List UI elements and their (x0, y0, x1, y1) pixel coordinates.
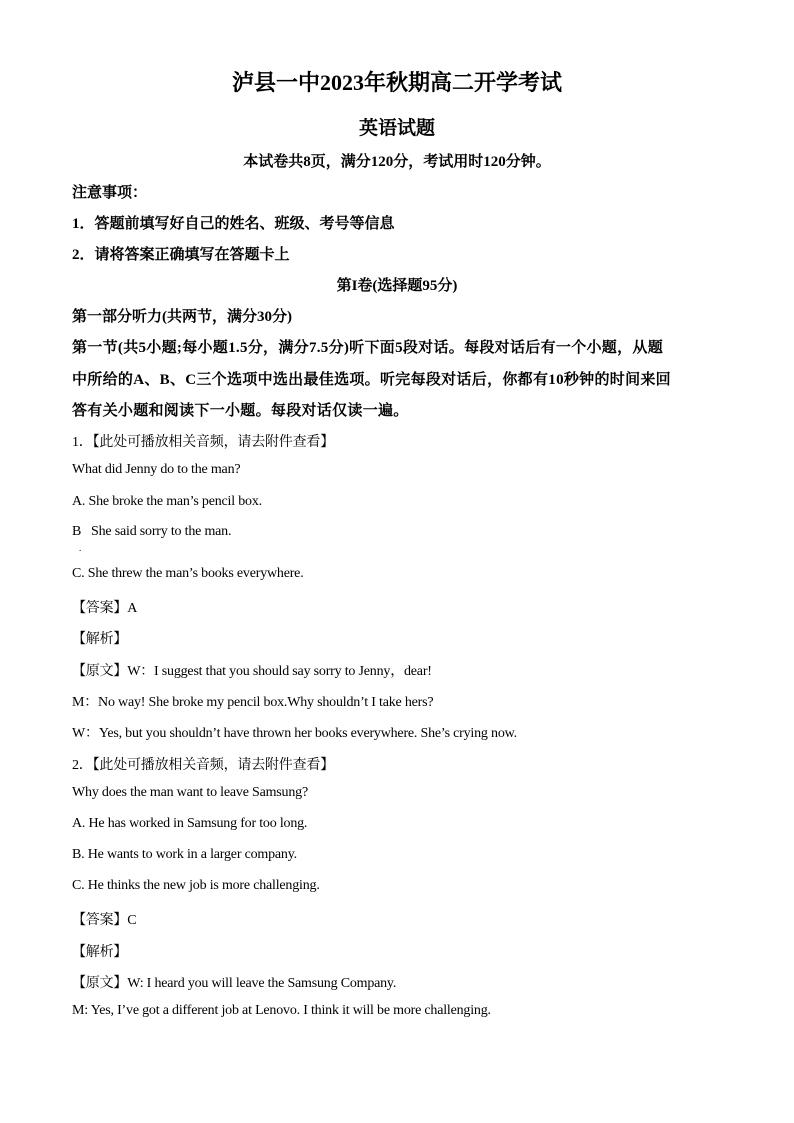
option-b: B. He wants to work in a larger company. (72, 847, 297, 862)
transcript-line: W：Yes, but you shouldn’t have thrown her books everywhere. She’s crying now. (72, 726, 517, 741)
stray-mark: . (79, 543, 82, 553)
part-heading: 第一部分听力(共两节，满分30分) (72, 309, 292, 325)
transcript-line: M: Yes, I’ve got a different job at Lenovo. I think it will be more challenging. (72, 1003, 491, 1018)
subject-title: 英语试题 (358, 118, 435, 139)
section-instruction: 答有关小题和阅读下一小题。每段对话仅读一遍。 (72, 403, 409, 419)
transcript-line: 【原文】W：I suggest that you should say sorry to Jenny，dear! (72, 664, 432, 679)
answer-label: 【答案】A (72, 601, 138, 616)
question-stem: Why does the man want to leave Samsung? (72, 785, 308, 800)
analysis-label: 【解析】 (72, 945, 128, 960)
option-c: C. He thinks the new job is more challenging. (72, 878, 320, 893)
option-b: B She said sorry to the man. (72, 524, 232, 539)
transcript-line: 【原文】W: I heard you will leave the Samsung Company. (72, 976, 397, 991)
volume-heading: 第I卷(选择题95分) (336, 278, 458, 294)
question-audio[interactable]: 1．【此处可播放相关音频，请去附件查看】 (72, 435, 334, 450)
analysis-label: 【解析】 (72, 632, 128, 647)
section-instruction: 中所给的A、B、C三个选项中选出最佳选项。听完每段对话后，你都有10秒钟的时间来回 (72, 372, 671, 388)
section-instruction: 第一节(共5小题;每小题1.5分，满分7.5分)听下面5段对话。每段对话后有一个小题，从题 (72, 340, 663, 356)
notes-heading: 注意事项： (72, 185, 148, 201)
question-audio[interactable]: 2．【此处可播放相关音频，请去附件查看】 (72, 758, 334, 773)
option-c: C. She threw the man’s books everywhere. (72, 566, 304, 581)
note-item: 1．答题前填写好自己的姓名、班级、考号等信息 (72, 216, 395, 232)
exam-title: 泸县一中2023年秋期高二开学考试 (231, 70, 562, 95)
exam-info: 本试卷共8页，满分120分，考试用时120分钟。 (243, 154, 551, 170)
note-item: 2．请将答案正确填写在答题卡上 (72, 247, 290, 263)
answer-label: 【答案】C (72, 913, 137, 928)
transcript-line: M：No way! She broke my pencil box.Why shouldn’t I take hers? (72, 695, 434, 710)
option-a: A. She broke the man’s pencil box. (72, 494, 262, 509)
option-a: A. He has worked in Samsung for too long. (72, 816, 308, 831)
question-stem: What did Jenny do to the man? (72, 462, 241, 477)
